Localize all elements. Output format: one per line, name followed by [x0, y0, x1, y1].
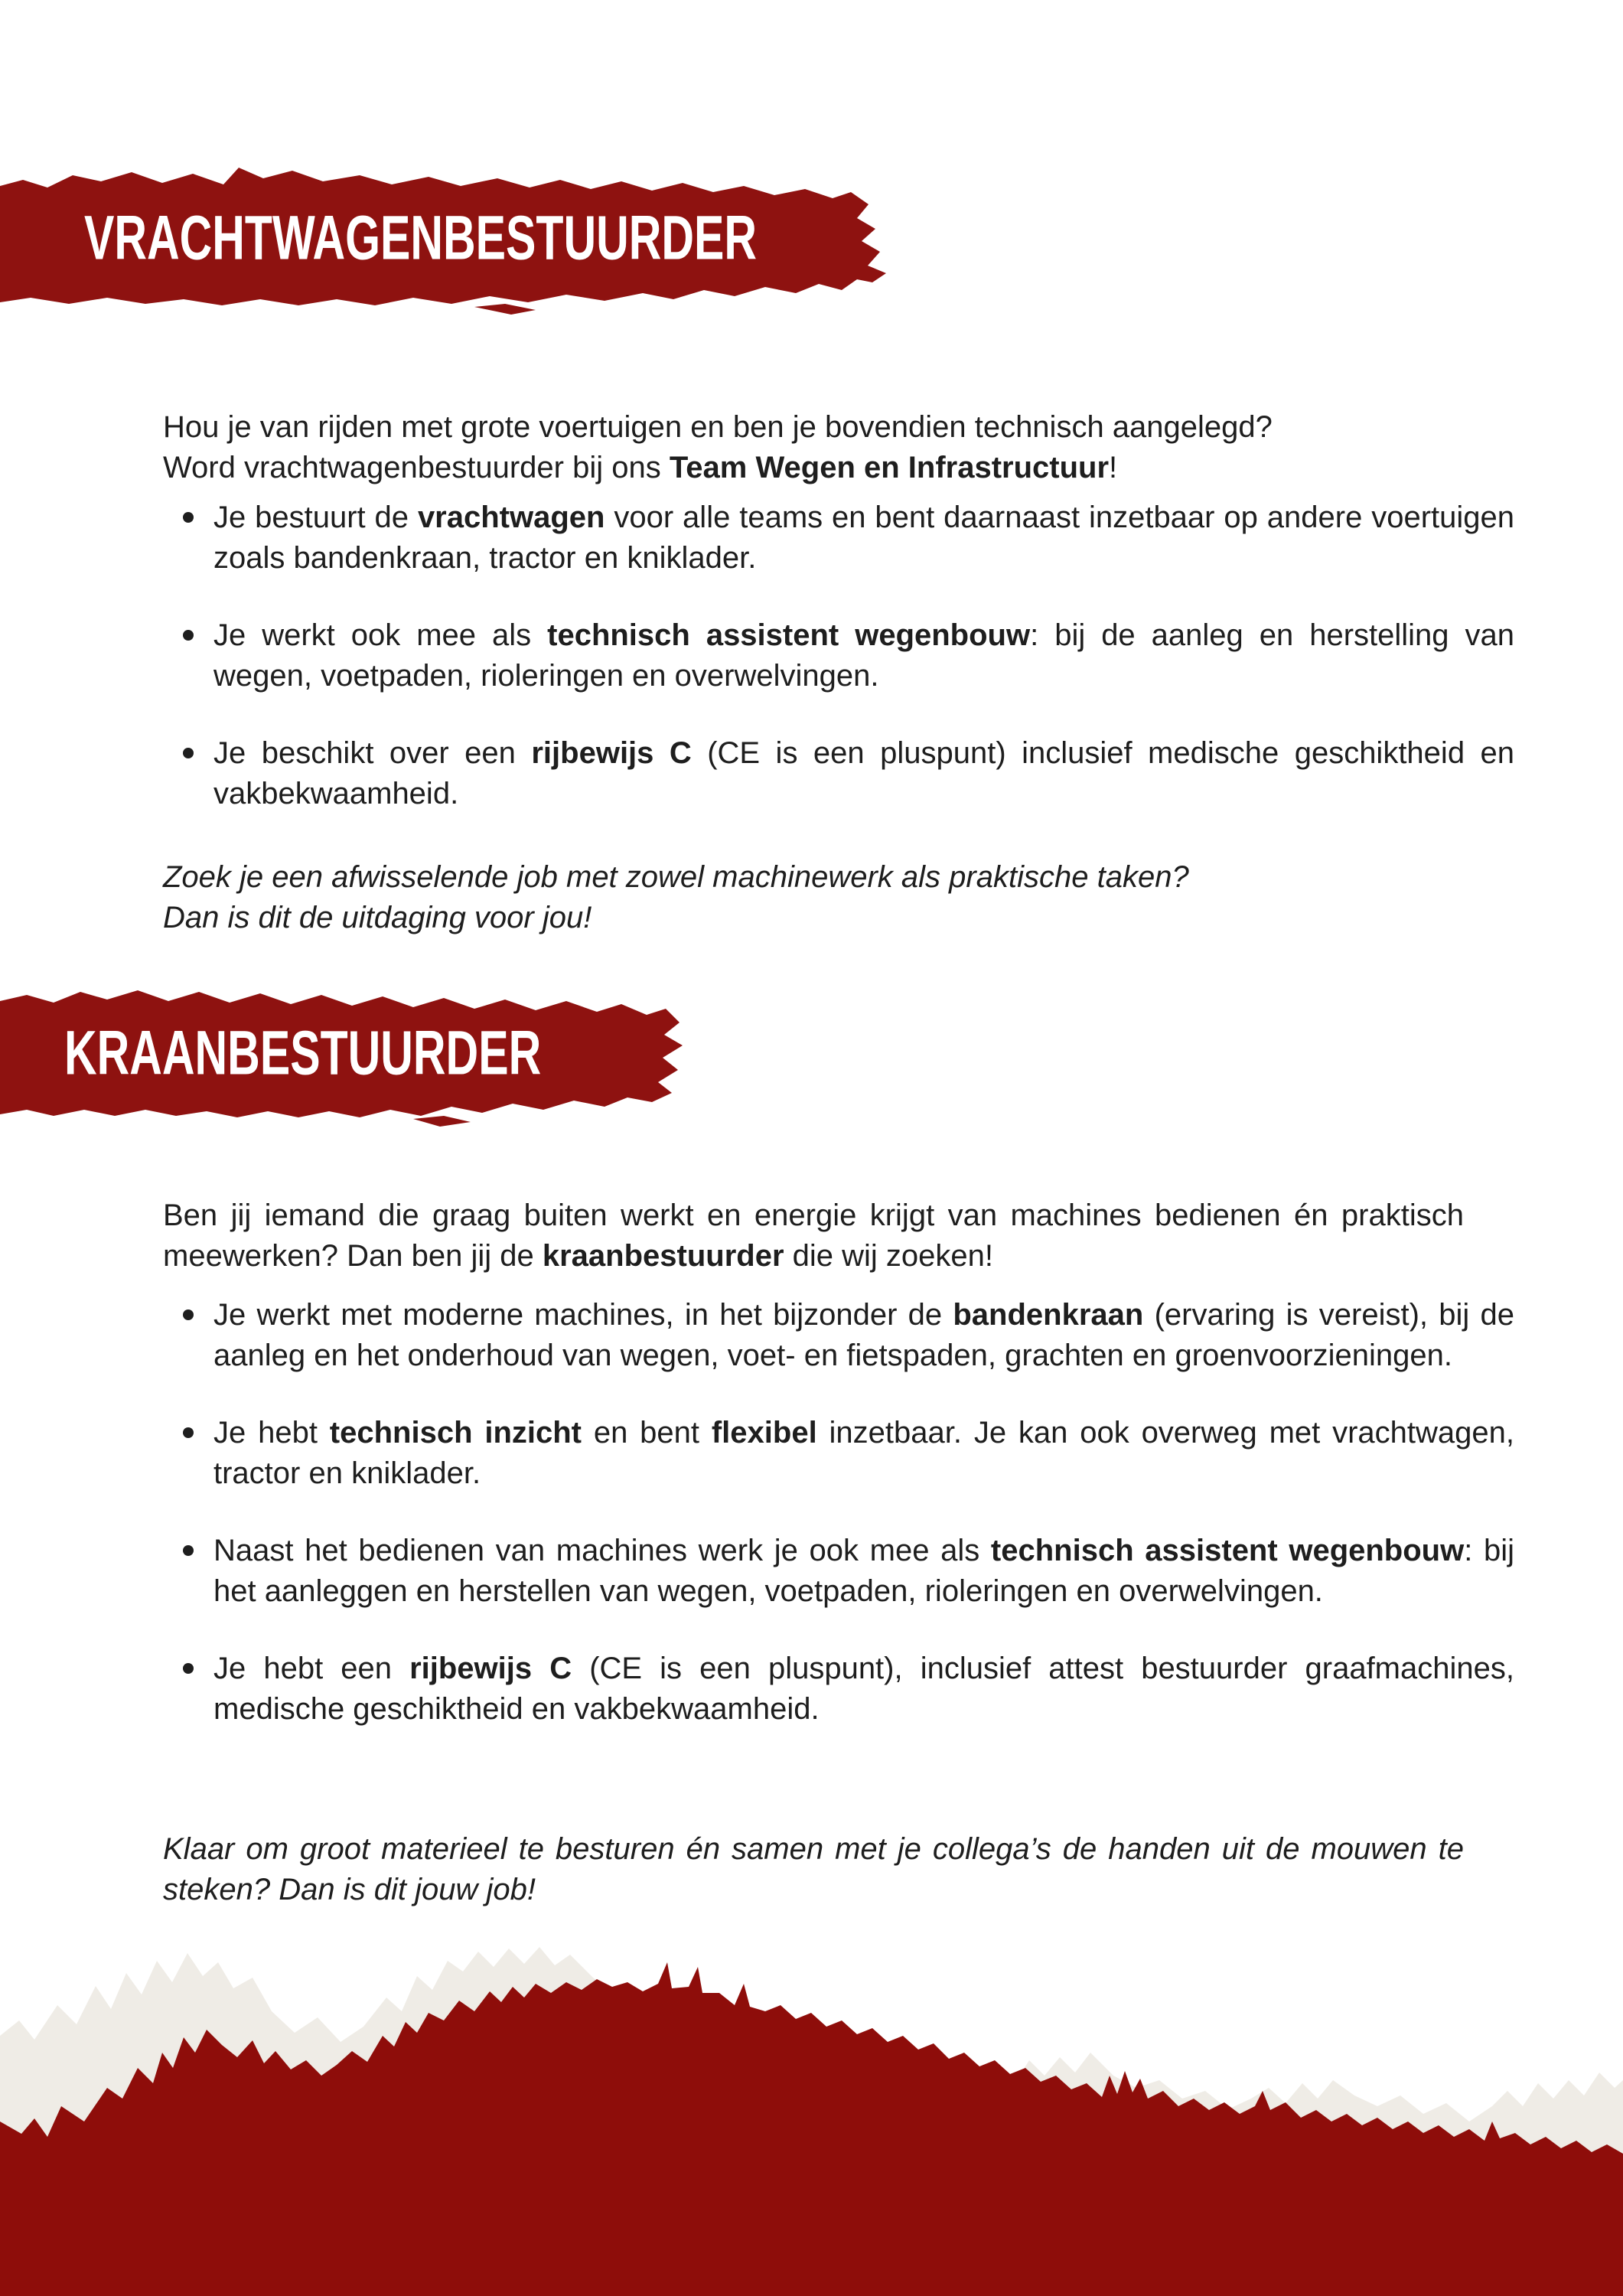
bullet-text: inzetbaar. Je kan ook overweg met vrachtwagen, tractor en kniklader.	[213, 1416, 1515, 1490]
bullet-bold: technisch assistent wegenbouw	[547, 618, 1031, 652]
bullet-dot	[183, 1309, 194, 1320]
bullet-dot	[183, 1663, 194, 1674]
bullet-item	[213, 497, 1514, 579]
title-brush-stroke-2	[0, 978, 693, 1128]
bullet-text: (CE is een pluspunt) inclusief medische geschiktheid en vakbekwaamheid.	[213, 736, 1515, 810]
bullet-text: Je beschikt over een	[213, 736, 532, 770]
bullet-text: Naast het bedienen van machines werk je ook mee als	[213, 1534, 991, 1567]
bullet-bold: technisch assistent wegenbouw	[990, 1534, 1465, 1567]
intro-2-pre: Ben jij iemand die graag buiten werkt en energie krijgt van machines bedienen én praktisch meewerken? Dan ben jij de	[163, 1199, 1464, 1273]
bullet-text: : bij het aanleggen en herstellen van wegen, voetpaden, rioleringen en overwelvingen.	[213, 1534, 1515, 1608]
bullet-dot	[183, 630, 194, 641]
intro-1-pre: Word vrachtwagenbestuurder bij ons	[163, 451, 670, 484]
bullet-bold: bandenkraan	[953, 1298, 1144, 1332]
bullet-text: : bij de aanleg en herstelling van wegen, voetpaden, rioleringen en overwelvingen.	[213, 618, 1515, 693]
bullet-text: (ervaring is vereist), bij de aanleg en het onderhoud van wegen, voet- en fietspaden, grachten en groenvoorzieningen.	[213, 1298, 1514, 1372]
bullet-list-2	[163, 1295, 1514, 1730]
outro-paragraph-2: Klaar om groot materieel te besturen én samen met je collega’s de handen uit de mouwen te steken? Dan is dit jouw job!	[163, 1832, 1464, 1906]
bullet-item	[213, 615, 1514, 696]
bullet-text: Je bestuurt de	[213, 501, 418, 534]
bullet-bold: rijbewijs C	[531, 736, 692, 770]
title-brush-stroke-1	[0, 157, 891, 319]
intro-paragraph-1	[163, 407, 1464, 488]
bullet-dot	[183, 748, 194, 758]
section-title-1: VRACHTWAGENBESTUURDER	[84, 203, 758, 273]
outro-1-line-1: Zoek je een afwisselende job met zowel machinewerk als praktische taken?	[163, 860, 1189, 894]
bullet-text: Je hebt	[213, 1416, 330, 1450]
bullet-text: voor alle teams en bent daarnaast inzetbaar op andere voertuigen zoals bandenkraan, tractor en kniklader.	[213, 501, 1515, 575]
bullet-item	[213, 1413, 1514, 1494]
bullet-item	[213, 1649, 1514, 1730]
outro-1-line-2: Dan is dit de uitdaging voor jou!	[163, 901, 592, 934]
section-title-2: KRAANBESTUURDER	[64, 1018, 542, 1088]
intro-1-bold: Team Wegen en Infrastructuur	[669, 451, 1110, 484]
intro-1-line-2	[163, 448, 1464, 488]
bullet-text: (CE is een pluspunt), inclusief attest bestuurder graafmachines, medische geschiktheid en vakbekwaamheid.	[213, 1652, 1514, 1726]
bullet-item	[213, 1295, 1514, 1376]
bullet-item	[213, 733, 1514, 814]
torn-paper-decoration	[0, 1944, 1623, 2296]
intro-1-line-1: Hou je van rijden met grote voertuigen en ben je bovendien technisch aangelegd?	[163, 410, 1273, 444]
intro-2-post: die wij zoeken!	[784, 1239, 993, 1273]
bullet-bold: flexibel	[711, 1416, 817, 1450]
bullet-bold: technisch inzicht	[329, 1416, 582, 1450]
bullet-text: Je werkt met moderne machines, in het bijzonder de	[213, 1298, 953, 1332]
intro-2-bold: kraanbestuurder	[542, 1239, 784, 1273]
bullet-bold: vrachtwagen	[417, 501, 605, 534]
bullet-bold: rijbewijs C	[409, 1652, 572, 1685]
bullet-dot	[183, 1545, 194, 1556]
bullet-dot	[183, 1427, 194, 1438]
intro-1-post: !	[1109, 451, 1118, 484]
bullet-text: Je werkt ook mee als	[213, 618, 548, 652]
bullet-item	[213, 1531, 1514, 1612]
bullet-list-1	[163, 497, 1514, 814]
intro-paragraph-2	[163, 1195, 1464, 1277]
mountain-edge-shape	[0, 1944, 1623, 2296]
bullet-dot	[183, 512, 194, 523]
bullet-text: en bent	[582, 1416, 712, 1450]
outro-paragraph-1	[163, 857, 1464, 938]
bullet-text: Je hebt een	[213, 1652, 410, 1685]
